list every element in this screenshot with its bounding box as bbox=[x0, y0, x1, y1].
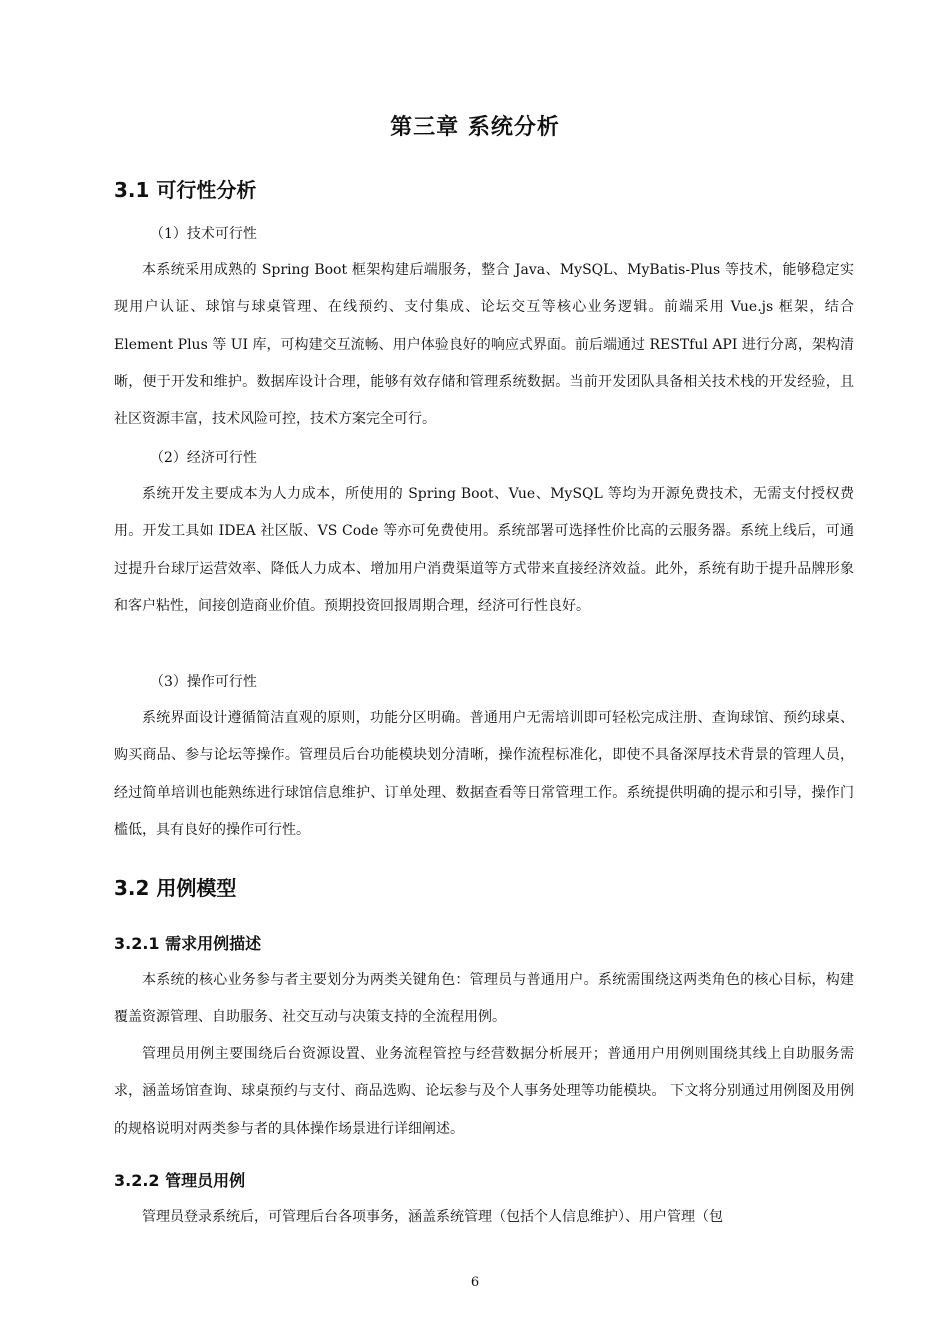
section-heading-3-2: 3.2 用例模型 bbox=[114, 876, 237, 900]
tech-feasibility-paragraph: 本系统采用成熟的 Spring Boot 框架构建后端服务，整合 Java、MySQL、MyBatis-Plus 等技术，能够稳定实现用户认证、球馆与球桌管理、在线预约、支付集成、论坛交互等核心业务逻辑。前端采用 Vue.js 框架，结合 Element Plus 等 UI 库，可构建交互流畅、用户体验良好的响应式界面。前后端通过 RESTful API 进行分离，架构清晰，便于开发和维护。数据库设计合理，能够有效存储和管理系统数据。当前开发团队具备相关技术栈的开发经验，且社区资源丰富，技术风险可控，技术方案完全可行。 bbox=[114, 262, 854, 428]
use-case-description-paragraph-2: 管理员用例主要围绕后台资源设置、业务流程管控与经营数据分析展开；普通用户用例则围绕其线上自助服务需求，涵盖场馆查询、球桌预约与支付、商品选购、论坛参与及个人事务处理等功能模块。 下文将分别通过用例图及用例的规格说明对两类参与者的具体操作场景进行详细阐述。 bbox=[114, 1046, 854, 1137]
page-number: 6 bbox=[470, 1275, 480, 1290]
admin-use-case-paragraph: 管理员登录系统后，可管理后台各项事务，涵盖系统管理（包括个人信息维护）、用户管理（包 bbox=[142, 1209, 723, 1225]
subsection-heading-3-2-2: 3.2.2 管理员用例 bbox=[114, 1171, 246, 1190]
chapter-title: 第三章 系统分析 bbox=[390, 115, 560, 140]
section-heading-3-1: 3.1 可行性分析 bbox=[114, 178, 257, 202]
subsection-heading-3-2-1: 3.2.1 需求用例描述 bbox=[114, 934, 262, 953]
econ-feasibility-label: （2）经济可行性 bbox=[150, 450, 257, 466]
tech-feasibility-label: （1）技术可行性 bbox=[150, 226, 257, 242]
oper-feasibility-label: （3）操作可行性 bbox=[150, 674, 257, 690]
oper-feasibility-paragraph: 系统界面设计遵循简洁直观的原则，功能分区明确。普通用户无需培训即可轻松完成注册、查询球馆、预约球桌、购买商品、参与论坛等操作。管理员后台功能模块划分清晰，操作流程标准化，即使不具备深厚技术背景的管理人员，经过简单培训也能熟练进行球馆信息维护、订单处理、数据查看等日常管理工作。系统提供明确的提示和引导，操作门槛低，具有良好的操作可行性。 bbox=[114, 710, 854, 838]
use-case-description-paragraph-1: 本系统的核心业务参与者主要划分为两类关键角色：管理员与普通用户。系统需围绕这两类角色的核心目标，构建覆盖资源管理、自助服务、社交互动与决策支持的全流程用例。 bbox=[114, 972, 854, 1026]
econ-feasibility-paragraph: 系统开发主要成本为人力成本，所使用的 Spring Boot、Vue、MySQL 等均为开源免费技术，无需支付授权费用。开发工具如 IDEA 社区版、VS Code 等亦可免费使用。系统部署可选择性价比高的云服务器。系统上线后，可通过提升台球厅运营效率、降低人力成本、增加用户消费渠道等方式带来直接经济效益。此外，系统有助于提升品牌形象和客户粘性，间接创造商业价值。预期投资回报周期合理，经济可行性良好。 bbox=[114, 486, 854, 614]
